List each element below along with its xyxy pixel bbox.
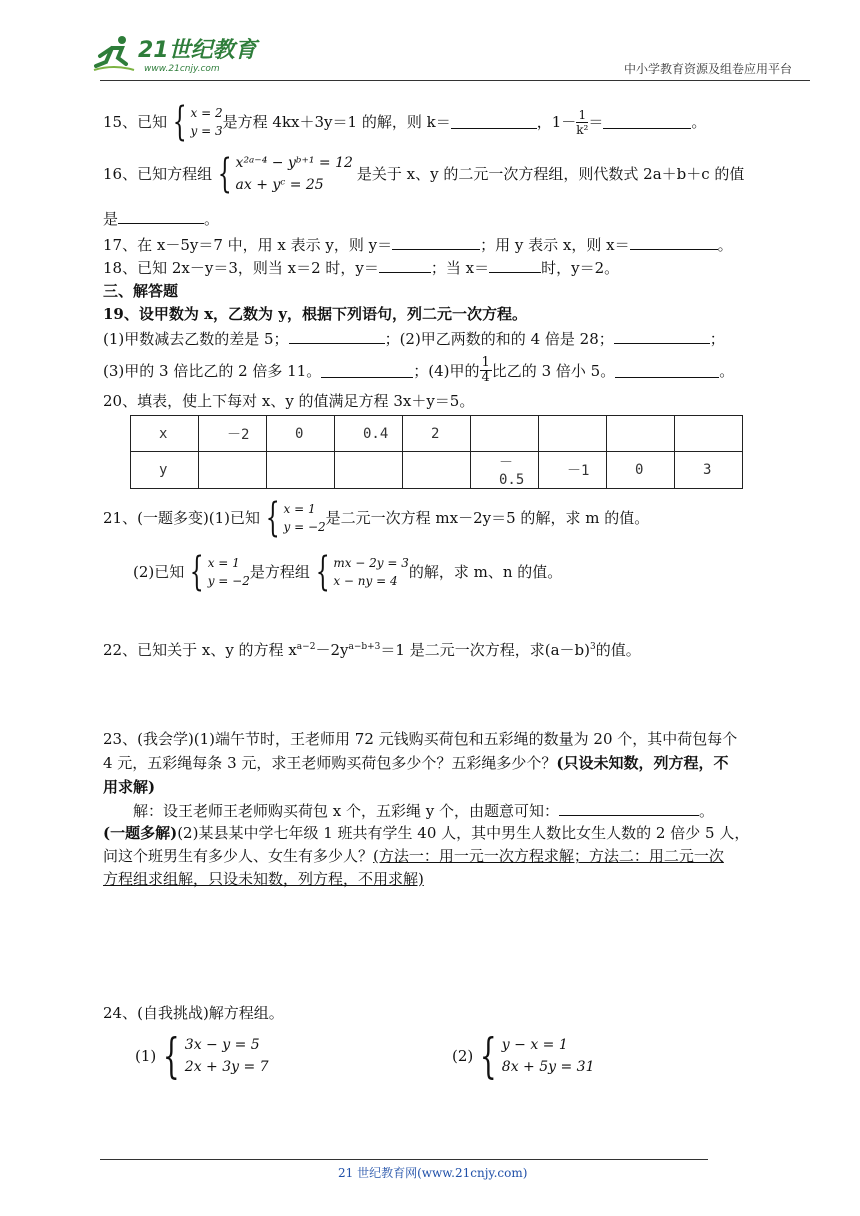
question-16-cont: 是 。: [103, 210, 220, 228]
question-22: 22、已知关于 x、y 的方程 $x^{a-2}-2y^{a-b+3}=1$ 是二元一次方程，求$(a-b)^3$的值。: [103, 641, 641, 659]
logo-url: www.21cnjy.com: [144, 64, 220, 74]
table-row-y: [131, 452, 743, 489]
question-21-part2: (2)已知 { x = 1 y = −2 是方程组 { mx − 2y = 3 x − ny = 4 的解，求 m、n 的值。: [133, 549, 563, 595]
table-cell: 2: [403, 416, 471, 452]
answer-blank[interactable]: [603, 115, 691, 129]
equation-system: { x²ᵃ⁻⁴ − yᵇ⁺¹ = 12 ax + yᶜ = 25: [217, 151, 353, 197]
header-logo: [92, 34, 262, 78]
question-23-line7: 方程组求组解，只设未知数，列方程，不用求解): [103, 870, 424, 888]
table-cell-blank[interactable]: [403, 452, 471, 489]
table-cell-blank[interactable]: [199, 452, 267, 489]
question-24-part2: (2) { y − x = 1 8x + 5y = 31: [452, 1028, 595, 1084]
answer-blank[interactable]: [489, 259, 541, 273]
answer-blank[interactable]: [392, 236, 480, 250]
question-23-line6: 问这个班男生有多少人、女生有多少人？(方法一：用一元一次方程求解；方法二：用二元一次: [103, 847, 724, 865]
table-cell-blank[interactable]: [267, 452, 335, 489]
question-23-line1: 23、(我会学)(1)端午节时，王老师用 72 元钱购买荷包和五彩绳的数量为 20 个，其中荷包每个: [103, 730, 738, 748]
answer-blank[interactable]: [559, 802, 699, 816]
question-19-row1: (1)甲数减去乙数的差是 5； ；(2)甲乙两数的和的 4 倍是 28； ；: [103, 330, 725, 348]
question-23-line2: 4 元，五彩绳每条 3 元，求王老师购买荷包多少个？五彩绳多少个？(只设未知数，列方程，不: [103, 754, 729, 772]
answer-blank[interactable]: [289, 330, 385, 344]
question-19-row2: (3)甲的 3 倍比乙的 2 倍多 11。 ；(4)甲的 $\frac{1}{4}$ 比乙的 3 倍小 5。 。: [103, 355, 735, 385]
question-24-part1: (1) { 3x − y = 5 2x + 3y = 7: [135, 1028, 269, 1084]
table-cell-blank[interactable]: [675, 416, 743, 452]
logo-text: 21世纪教育: [138, 38, 257, 63]
table-cell-blank[interactable]: [335, 452, 403, 489]
question-16: 16、已知方程组 { x²ᵃ⁻⁴ − yᵇ⁺¹ = 12 ax + yᶜ = 25 是关于 x、y 的二元一次方程组，则代数式 2a＋b＋c 的值: [103, 151, 745, 197]
section-heading: 三、解答题: [103, 282, 179, 300]
table-cell: 0: [267, 416, 335, 452]
footer-text: 21 世纪教育网(www.21cnjy.com): [338, 1166, 528, 1180]
question-23-line3: 用求解): [103, 778, 156, 796]
answer-blank[interactable]: [630, 236, 718, 250]
equation-system: { x = 2 y = 3: [172, 99, 223, 145]
question-15: 15、已知 { x = 2 y = 3 是方程 4kx＋3y＝1 的解，则 k＝ ，1－ $\frac{1}{\text{k²}}$ ＝ 。: [103, 99, 707, 145]
question-21: 21、(一题多变)(1)已知 { x = 1 y = −2 是二元一次方程 mx－2y＝5 的解，求 m 的值。: [103, 495, 650, 541]
table-cell: 3: [675, 452, 743, 489]
table-cell: 0: [607, 452, 675, 489]
question-23-line5: (一题多解)(2)某县某中学七年级 1 班共有学生 40 人，其中男生人数比女生人数的 2 倍少 5 人，: [103, 824, 750, 842]
value-table: [130, 415, 743, 489]
answer-blank[interactable]: [615, 364, 719, 378]
answer-blank[interactable]: [451, 115, 537, 129]
question-19-title: 19、设甲数为 x，乙数为 y，根据下列语句，列二元一次方程。: [103, 305, 527, 323]
fraction: $\frac{1}{\text{k²}}$: [576, 107, 589, 137]
question-18: 18、已知 2x－y＝3，则当 x＝2 时，y＝ ；当 x＝ 时，y＝2。: [103, 259, 620, 277]
answer-blank[interactable]: [321, 364, 413, 378]
runner-logo-icon: [92, 34, 136, 74]
table-cell: 0.4: [335, 416, 403, 452]
table-cell: y: [131, 452, 199, 489]
footer-rule: [100, 1159, 708, 1160]
header-rule: [100, 80, 810, 81]
fraction: $\frac{1}{4}$: [481, 355, 490, 385]
table-cell: －0.5: [471, 452, 539, 489]
equation-system: { mx − 2y = 3 x − ny = 4: [315, 549, 409, 595]
answer-blank[interactable]: [614, 330, 710, 344]
table-cell-blank[interactable]: [607, 416, 675, 452]
question-17: 17、在 x－5y＝7 中，用 x 表示 y，则 y＝ ；用 y 表示 x，则 x＝ 。: [103, 236, 733, 254]
question-24-title: 24、(自我挑战)解方程组。: [103, 1004, 284, 1022]
equation-system: { x = 1 y = −2: [189, 549, 250, 595]
table-cell-blank[interactable]: [539, 416, 607, 452]
question-23-solution: 解：设王老师王老师购买荷包 x 个，五彩绳 y 个，由题意可知： 。: [133, 802, 715, 820]
equation-system: { 3x − y = 5 2x + 3y = 7: [163, 1028, 269, 1084]
table-cell: －2: [199, 416, 267, 452]
question-20-title: 20、填表，使上下每对 x、y 的值满足方程 3x＋y＝5。: [103, 392, 475, 410]
table-cell-blank[interactable]: [471, 416, 539, 452]
table-row-x: [131, 416, 743, 452]
equation-system: { x = 1 y = −2: [265, 495, 326, 541]
equation-system: { y − x = 1 8x + 5y = 31: [480, 1028, 595, 1084]
table-cell: x: [131, 416, 199, 452]
table-cell: －1: [539, 452, 607, 489]
header-right-text: 中小学教育资源及组卷应用平台: [624, 62, 793, 76]
answer-blank[interactable]: [118, 210, 204, 224]
answer-blank[interactable]: [379, 259, 431, 273]
